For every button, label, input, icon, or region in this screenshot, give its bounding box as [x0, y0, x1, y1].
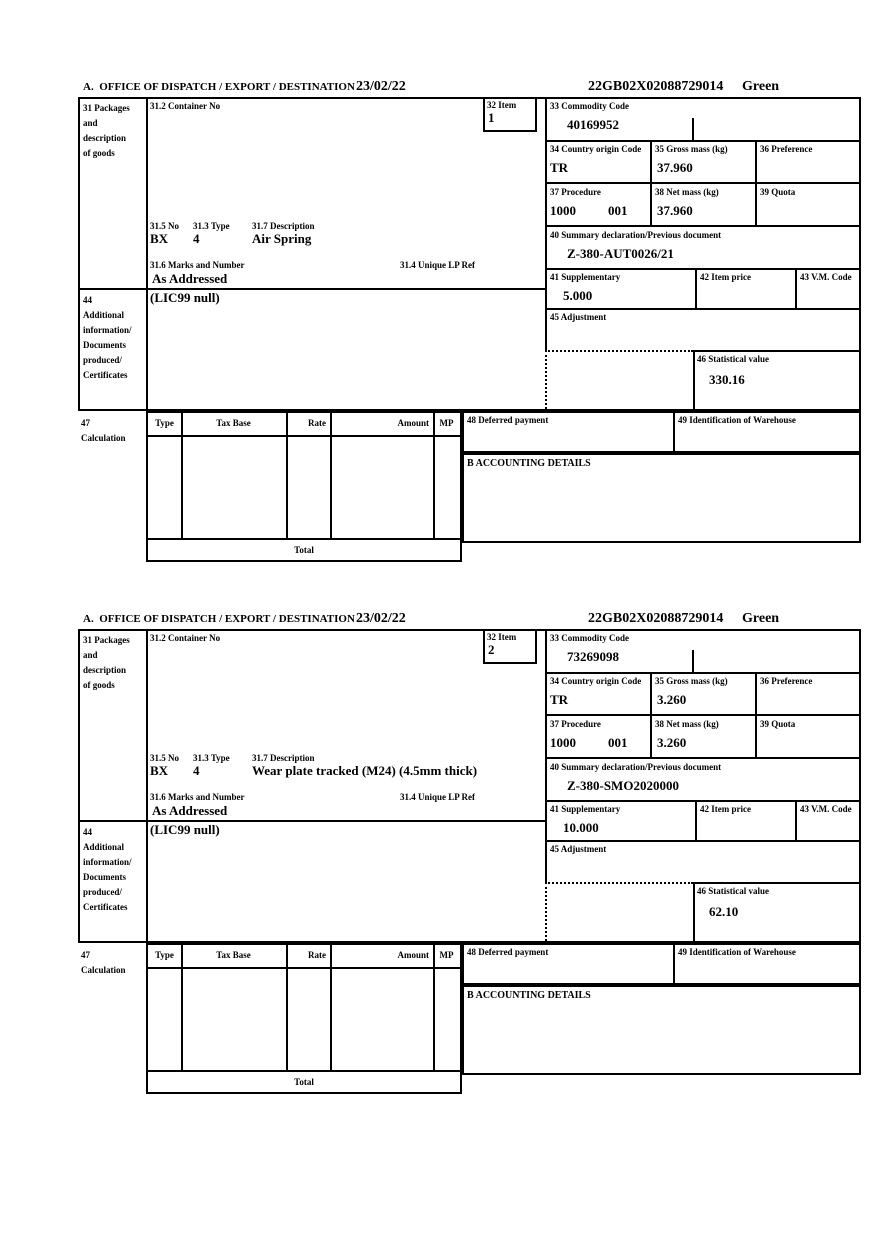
unique-lp-ref-label: 31.4 Unique LP Ref — [400, 260, 476, 270]
additional-information-value: (LIC99 null) — [150, 822, 220, 837]
accounting-details-label: B ACCOUNTING DETAILS — [467, 458, 591, 469]
warehouse-identification-label: 49 Identification of Warehouse — [678, 415, 796, 425]
table-column-line — [286, 413, 288, 538]
package-no-value: BX — [150, 231, 169, 246]
table-column-line — [433, 945, 435, 1070]
deferred-payment-label: 48 Deferred payment — [467, 947, 549, 957]
commodity-code-subdivision-line — [692, 118, 694, 140]
adjustment-label: 45 Adjustment — [550, 844, 607, 854]
item-number-box — [483, 631, 537, 664]
commodity-code-label: 33 Commodity Code — [550, 101, 629, 111]
marks-and-number-label: 31.6 Marks and Number — [150, 260, 245, 270]
net-mass-value: 3.260 — [657, 735, 687, 750]
marks-and-number-label: 31.6 Marks and Number — [150, 792, 245, 802]
dotted-border-line — [545, 350, 547, 409]
box31-packages-label: 31 Packages and description of goods — [83, 103, 130, 158]
preference-label: 36 Preference — [760, 676, 813, 686]
calc-header-mp: MP — [439, 950, 454, 960]
statistical-value-label: 46 Statistical value — [697, 354, 769, 364]
procedure-label: 37 Procedure — [550, 719, 601, 729]
net-mass-label: 38 Net mass (kg) — [655, 719, 719, 729]
dotted-border-line — [545, 350, 693, 352]
table-header-line — [148, 435, 460, 437]
item-number-value: 1 — [488, 110, 495, 125]
commodity-code-value: 73269098 — [567, 649, 619, 664]
gross-mass-value: 37.960 — [657, 160, 693, 175]
accounting-details-box — [462, 985, 861, 1075]
country-origin-value: TR — [550, 160, 569, 175]
dotted-border-line — [545, 882, 547, 941]
row-border-line — [545, 140, 859, 142]
table-column-line — [286, 945, 288, 1070]
previous-document-value: Z-380-SMO2020000 — [567, 778, 679, 793]
calc-header-amount: Amount — [397, 950, 429, 960]
package-no-value: BX — [150, 763, 169, 778]
table-column-line — [181, 945, 183, 1070]
supplementary-label: 41 Supplementary — [550, 804, 621, 814]
box31-packages-label: 31 Packages and description of goods — [83, 635, 130, 690]
accounting-details-label: B ACCOUNTING DETAILS — [467, 990, 591, 1001]
additional-information-value: (LIC99 null) — [150, 290, 220, 305]
item-price-label: 42 Item price — [700, 804, 751, 814]
table-column-line — [433, 413, 435, 538]
country-origin-label: 34 Country origin Code — [550, 144, 642, 154]
column-divider-line — [650, 672, 652, 757]
row-border-line — [545, 308, 859, 310]
calculation-total-row — [146, 540, 462, 562]
supplementary-label: 41 Supplementary — [550, 272, 621, 282]
box44-additional-info-label: 44 Additional information/ Documents produced/ Certificates — [83, 295, 132, 380]
supplementary-value: 10.000 — [563, 820, 599, 835]
procedure-label: 37 Procedure — [550, 187, 601, 197]
table-header-line — [148, 967, 460, 969]
column-divider-line — [795, 268, 797, 310]
calc-header-type: Type — [155, 950, 174, 960]
calculation-table — [146, 943, 462, 1072]
item-number-label: 32 Item — [487, 632, 517, 642]
dotted-border-line — [545, 882, 693, 884]
box46-left-border-line — [693, 350, 695, 409]
vm-code-label: 43 V.M. Code — [800, 804, 852, 814]
goods-description-box — [78, 629, 861, 943]
row-border-line — [545, 800, 859, 802]
box47-calculation-label: 47 Calculation — [81, 418, 126, 443]
left-column-divider-line — [146, 631, 148, 941]
package-type-value: 4 — [193, 231, 200, 246]
gross-mass-value: 3.260 — [657, 692, 687, 707]
box44-additional-info-label: 44 Additional information/ Documents produced/ Certificates — [83, 827, 132, 912]
package-description-label: 31.7 Description — [252, 221, 315, 231]
item-number-box — [483, 99, 537, 132]
declaration-item-section — [78, 78, 861, 562]
package-description-value: Air Spring — [252, 231, 312, 246]
accounting-details-box — [462, 453, 861, 543]
calc-header-tax-base: Tax Base — [216, 418, 251, 428]
country-origin-label: 34 Country origin Code — [550, 676, 642, 686]
row-border-line — [545, 757, 859, 759]
package-no-label: 31.5 No — [150, 753, 179, 763]
entry-number: 22GB02X02088729014 — [588, 611, 724, 626]
row-border-line — [545, 268, 859, 270]
net-mass-value: 37.960 — [657, 203, 693, 218]
package-no-label: 31.5 No — [150, 221, 179, 231]
country-origin-value: TR — [550, 692, 569, 707]
adjustment-label: 45 Adjustment — [550, 312, 607, 322]
commodity-code-subdivision-line — [692, 650, 694, 672]
container-no-label: 31.2 Container No — [150, 101, 221, 111]
commodity-code-label: 33 Commodity Code — [550, 633, 629, 643]
marks-and-number-value: As Addressed — [152, 803, 228, 818]
previous-document-label: 40 Summary declaration/Previous document — [550, 230, 722, 240]
entry-number: 22GB02X02088729014 — [588, 79, 724, 94]
commodity-code-value: 40169952 — [567, 117, 619, 132]
package-description-value: Wear plate tracked (M24) (4.5mm thick) — [252, 763, 478, 778]
box46-top-border-line — [693, 350, 859, 352]
item-number-value: 2 — [488, 642, 495, 657]
row-border-line — [545, 840, 859, 842]
item-number-label: 32 Item — [487, 100, 517, 110]
quota-label: 39 Quota — [760, 719, 796, 729]
net-mass-label: 38 Net mass (kg) — [655, 187, 719, 197]
column-divider-line — [755, 672, 757, 757]
left-column-divider-line — [146, 99, 148, 409]
deferred-payment-box — [462, 411, 675, 453]
goods-description-box — [78, 97, 861, 411]
vm-code-label: 43 V.M. Code — [800, 272, 852, 282]
container-no-label: 31.2 Container No — [150, 633, 221, 643]
marks-and-number-value: As Addressed — [152, 271, 228, 286]
warehouse-identification-box — [673, 943, 861, 985]
routing-status: Green — [742, 79, 780, 94]
declaration-item-section — [78, 610, 861, 1094]
column-divider-line — [695, 268, 697, 310]
row-border-line — [545, 182, 859, 184]
calc-header-tax-base: Tax Base — [216, 950, 251, 960]
calc-header-type: Type — [155, 418, 174, 428]
routing-status: Green — [742, 611, 780, 626]
gross-mass-label: 35 Gross mass (kg) — [655, 676, 728, 686]
calc-header-mp: MP — [439, 418, 454, 428]
procedure-value: 1000 — [550, 735, 576, 750]
previous-document-value: Z-380-AUT0026/21 — [567, 246, 674, 261]
package-type-value: 4 — [193, 763, 200, 778]
box46-left-border-line — [693, 882, 695, 941]
statistical-value: 330.16 — [709, 372, 745, 387]
item-price-label: 42 Item price — [700, 272, 751, 282]
calc-header-rate: Rate — [308, 418, 326, 428]
package-description-label: 31.7 Description — [252, 753, 315, 763]
warehouse-identification-box — [673, 411, 861, 453]
table-column-line — [181, 413, 183, 538]
statistical-value: 62.10 — [709, 904, 739, 919]
supplementary-value: 5.000 — [563, 288, 593, 303]
box46-top-border-line — [693, 882, 859, 884]
office-of-dispatch-label: A. OFFICE OF DISPATCH / EXPORT / DESTINATION — [83, 613, 355, 625]
gross-mass-label: 35 Gross mass (kg) — [655, 144, 728, 154]
total-label: Total — [294, 545, 314, 555]
row-border-line — [545, 714, 859, 716]
quota-label: 39 Quota — [760, 187, 796, 197]
table-column-line — [330, 945, 332, 1070]
preference-label: 36 Preference — [760, 144, 813, 154]
unique-lp-ref-label: 31.4 Unique LP Ref — [400, 792, 476, 802]
office-of-dispatch-label: A. OFFICE OF DISPATCH / EXPORT / DESTINATION — [83, 81, 355, 93]
calc-header-rate: Rate — [308, 950, 326, 960]
table-column-line — [330, 413, 332, 538]
column-divider-line — [795, 800, 797, 842]
declaration-date: 23/02/22 — [356, 611, 406, 626]
column-divider-line — [755, 140, 757, 225]
box47-calculation-label: 47 Calculation — [81, 950, 126, 975]
column-divider-line — [695, 800, 697, 842]
package-type-label: 31.3 Type — [193, 753, 230, 763]
previous-document-label: 40 Summary declaration/Previous document — [550, 762, 722, 772]
statistical-value-label: 46 Statistical value — [697, 886, 769, 896]
procedure-code2-value: 001 — [608, 735, 628, 750]
procedure-code2-value: 001 — [608, 203, 628, 218]
warehouse-identification-label: 49 Identification of Warehouse — [678, 947, 796, 957]
total-label: Total — [294, 1077, 314, 1087]
calc-header-amount: Amount — [397, 418, 429, 428]
procedure-value: 1000 — [550, 203, 576, 218]
row-border-line — [545, 225, 859, 227]
calculation-table — [146, 411, 462, 540]
calculation-total-row — [146, 1072, 462, 1094]
row-border-line — [545, 672, 859, 674]
column-divider-line — [650, 140, 652, 225]
deferred-payment-box — [462, 943, 675, 985]
deferred-payment-label: 48 Deferred payment — [467, 415, 549, 425]
package-type-label: 31.3 Type — [193, 221, 230, 231]
declaration-date: 23/02/22 — [356, 79, 406, 94]
